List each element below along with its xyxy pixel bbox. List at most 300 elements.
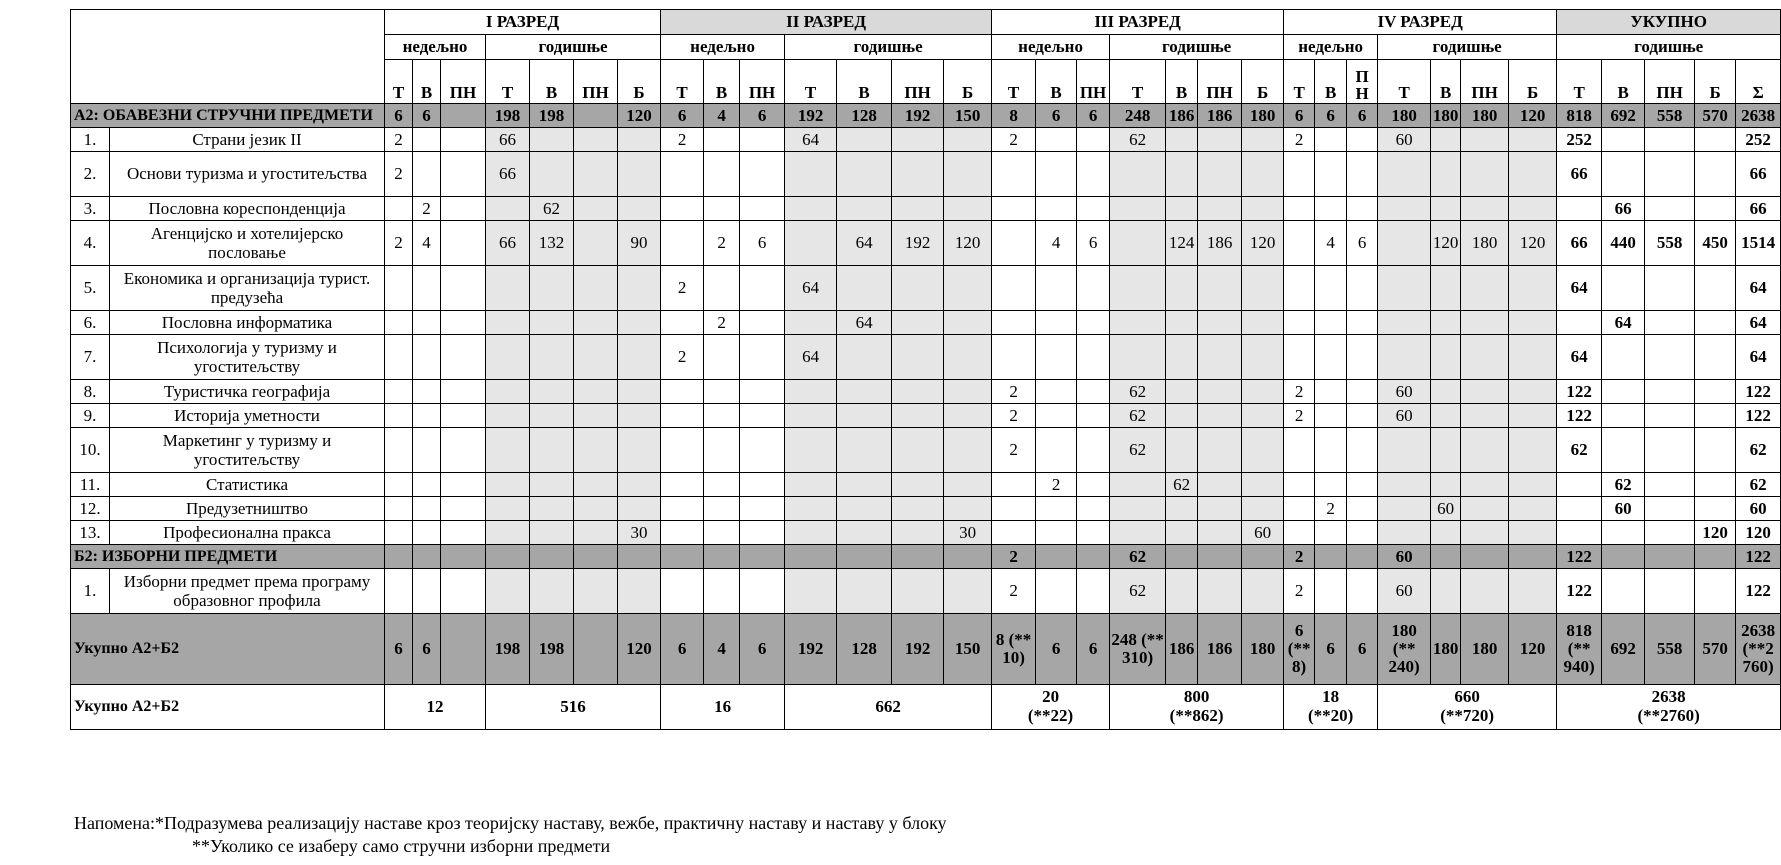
table-cell xyxy=(1166,266,1198,311)
table-cell xyxy=(740,311,785,335)
table-cell xyxy=(704,521,740,545)
table-cell: 62 xyxy=(1166,473,1198,497)
table-row xyxy=(71,335,1781,380)
table-cell xyxy=(530,380,574,404)
col-v: В xyxy=(1602,60,1645,104)
grade-3-header: III РАЗРЕД xyxy=(992,10,1284,35)
table-cell xyxy=(1378,335,1431,380)
table-cell xyxy=(618,335,661,380)
table-cell xyxy=(574,614,618,685)
table-cell xyxy=(530,128,574,152)
table-row xyxy=(71,404,1781,428)
table-cell: 180 xyxy=(1461,104,1509,128)
col-b: Б xyxy=(1695,60,1736,104)
row-number: 8. xyxy=(71,380,110,404)
table-cell xyxy=(1695,473,1736,497)
table-cell xyxy=(944,545,992,569)
table-cell xyxy=(1315,473,1347,497)
table-cell: 120 xyxy=(1431,221,1461,266)
table-cell: 186 xyxy=(1198,221,1242,266)
table-cell xyxy=(1077,128,1110,152)
table-cell xyxy=(785,521,837,545)
table-cell: 450 xyxy=(1695,221,1736,266)
table-cell: 440 xyxy=(1602,221,1645,266)
row-number: 2. xyxy=(71,152,110,197)
table-cell xyxy=(1198,545,1242,569)
table-cell xyxy=(944,569,992,614)
table-cell xyxy=(1110,473,1166,497)
table-cell xyxy=(574,545,618,569)
table-cell xyxy=(1378,428,1431,473)
row-number: 7. xyxy=(71,335,110,380)
table-cell: 662 xyxy=(785,685,992,730)
table-cell xyxy=(574,521,618,545)
table-cell xyxy=(530,473,574,497)
table-cell xyxy=(992,521,1036,545)
total-label: Укупно А2+Б2 xyxy=(71,685,385,730)
table-cell xyxy=(486,569,530,614)
table-cell xyxy=(1378,197,1431,221)
table-cell: 64 xyxy=(1557,335,1602,380)
table-cell xyxy=(1461,380,1509,404)
table-cell: 60 xyxy=(1378,569,1431,614)
table-cell xyxy=(1315,569,1347,614)
table-cell: 2638 xyxy=(1736,104,1781,128)
col-b: Б xyxy=(944,60,992,104)
table-cell: 66 xyxy=(1557,221,1602,266)
table-cell: 180 xyxy=(1431,104,1461,128)
total-label: Укупно А2+Б2 xyxy=(71,614,385,685)
table-cell: 120 xyxy=(1242,221,1284,266)
table-cell xyxy=(441,614,486,685)
col-b: Б xyxy=(618,60,661,104)
col-pn: ПН xyxy=(1198,60,1242,104)
table-cell: 60 xyxy=(1602,497,1645,521)
subject-name: Основи туризма и угоститељства xyxy=(110,152,385,197)
table-cell xyxy=(1602,569,1645,614)
table-cell xyxy=(1695,311,1736,335)
row-number: 13. xyxy=(71,521,110,545)
table-cell xyxy=(1036,569,1077,614)
table-cell: 8 (** 10) xyxy=(992,614,1036,685)
table-cell xyxy=(441,221,486,266)
table-cell: 64 xyxy=(837,221,892,266)
table-cell: 62 xyxy=(530,197,574,221)
table-cell xyxy=(1509,335,1557,380)
table-cell xyxy=(413,569,441,614)
table-cell xyxy=(413,335,441,380)
table-cell xyxy=(530,266,574,311)
section-label: Б2: ИЗБОРНИ ПРЕДМЕТИ xyxy=(71,545,385,569)
table-body xyxy=(71,104,1781,730)
table-cell xyxy=(837,380,892,404)
section-row xyxy=(71,104,1781,128)
table-cell: 128 xyxy=(837,614,892,685)
col-v: В xyxy=(1431,60,1461,104)
table-cell xyxy=(1198,311,1242,335)
table-cell: 6 xyxy=(1347,104,1378,128)
table-cell xyxy=(413,428,441,473)
table-cell xyxy=(574,152,618,197)
table-cell xyxy=(1198,197,1242,221)
table-cell: 64 xyxy=(1557,266,1602,311)
table-cell xyxy=(441,521,486,545)
table-cell xyxy=(1645,311,1695,335)
table-cell xyxy=(1198,428,1242,473)
table-cell xyxy=(530,569,574,614)
section-row xyxy=(71,545,1781,569)
row-number: 3. xyxy=(71,197,110,221)
table-cell xyxy=(1431,197,1461,221)
table-cell xyxy=(486,404,530,428)
table-cell xyxy=(992,152,1036,197)
table-cell xyxy=(892,404,944,428)
table-cell: 62 xyxy=(1602,473,1645,497)
table-cell: 62 xyxy=(1110,428,1166,473)
table-cell: 248 (** 310) xyxy=(1110,614,1166,685)
table-cell xyxy=(1077,521,1110,545)
table-cell: 2 xyxy=(704,221,740,266)
table-cell xyxy=(785,569,837,614)
table-cell xyxy=(1645,521,1695,545)
table-cell xyxy=(837,428,892,473)
table-cell: 12 xyxy=(385,685,486,730)
table-cell xyxy=(1695,335,1736,380)
table-cell xyxy=(1347,521,1378,545)
row-number: 1. xyxy=(71,569,110,614)
table-cell xyxy=(413,266,441,311)
table-cell xyxy=(1077,569,1110,614)
table-cell xyxy=(530,152,574,197)
table-cell: 120 xyxy=(1509,104,1557,128)
table-cell xyxy=(1242,266,1284,311)
table-cell xyxy=(1378,266,1431,311)
table-cell xyxy=(704,569,740,614)
table-cell xyxy=(1284,473,1315,497)
table-cell xyxy=(1110,152,1166,197)
table-cell xyxy=(1242,473,1284,497)
total-summary-row xyxy=(71,685,1781,730)
table-cell xyxy=(1645,404,1695,428)
subject-name: Туристичка географија xyxy=(110,380,385,404)
table-cell xyxy=(1166,197,1198,221)
table-cell xyxy=(574,335,618,380)
table-cell: 192 xyxy=(785,104,837,128)
table-cell xyxy=(1509,197,1557,221)
table-cell xyxy=(1602,521,1645,545)
col-v: В xyxy=(704,60,740,104)
table-cell xyxy=(441,473,486,497)
table-cell xyxy=(740,473,785,497)
table-cell xyxy=(785,473,837,497)
table-cell: 62 xyxy=(1110,380,1166,404)
table-cell xyxy=(1557,311,1602,335)
col-t: Т xyxy=(1110,60,1166,104)
subject-name: Страни језик II xyxy=(110,128,385,152)
table-cell: 2 xyxy=(992,545,1036,569)
table-cell: 180 xyxy=(1242,614,1284,685)
table-cell: 60 xyxy=(1378,404,1431,428)
table-cell: 122 xyxy=(1736,380,1781,404)
table-row xyxy=(71,497,1781,521)
table-cell xyxy=(1242,128,1284,152)
table-cell: 2 xyxy=(385,221,413,266)
table-cell: 192 xyxy=(892,614,944,685)
table-cell xyxy=(892,545,944,569)
table-cell xyxy=(1461,521,1509,545)
table-cell xyxy=(1166,569,1198,614)
table-cell xyxy=(1347,428,1378,473)
table-cell xyxy=(1695,428,1736,473)
table-cell: 18 (**20) xyxy=(1284,685,1378,730)
table-cell: 2 xyxy=(1036,473,1077,497)
table-cell: 252 xyxy=(1736,128,1781,152)
col-v: В xyxy=(837,60,892,104)
table-cell: 6 xyxy=(385,104,413,128)
table-cell xyxy=(1509,497,1557,521)
table-cell xyxy=(740,266,785,311)
curriculum-table xyxy=(70,9,1781,730)
table-cell: 186 xyxy=(1198,104,1242,128)
table-cell: 66 xyxy=(1557,152,1602,197)
table-cell xyxy=(618,497,661,521)
table-cell xyxy=(661,404,704,428)
table-cell xyxy=(1284,197,1315,221)
table-cell: 2638 (**2 760) xyxy=(1736,614,1781,685)
table-cell xyxy=(1242,569,1284,614)
table-cell xyxy=(1036,152,1077,197)
col-t: Т xyxy=(785,60,837,104)
table-cell xyxy=(1347,152,1378,197)
table-cell xyxy=(1378,473,1431,497)
table-cell xyxy=(618,128,661,152)
table-cell xyxy=(1347,335,1378,380)
table-cell xyxy=(1077,545,1110,569)
table-cell: 122 xyxy=(1557,545,1602,569)
table-cell xyxy=(1315,266,1347,311)
table-cell xyxy=(574,497,618,521)
table-cell xyxy=(785,497,837,521)
table-cell xyxy=(530,335,574,380)
table-cell: 2 xyxy=(992,569,1036,614)
table-cell xyxy=(441,497,486,521)
table-cell: 120 xyxy=(1736,521,1781,545)
table-cell xyxy=(1315,428,1347,473)
table-cell xyxy=(1602,428,1645,473)
table-cell xyxy=(892,311,944,335)
table-row xyxy=(71,311,1781,335)
table-cell xyxy=(1242,197,1284,221)
table-cell xyxy=(837,152,892,197)
table-cell xyxy=(486,266,530,311)
table-cell: 6 (** 8) xyxy=(1284,614,1315,685)
table-cell: 64 xyxy=(837,311,892,335)
table-cell xyxy=(413,473,441,497)
table-cell: 2 xyxy=(661,128,704,152)
table-cell xyxy=(740,404,785,428)
table-cell: 180 (** 240) xyxy=(1378,614,1431,685)
table-cell xyxy=(486,521,530,545)
table-cell xyxy=(1645,473,1695,497)
table-cell xyxy=(385,497,413,521)
table-cell xyxy=(1602,404,1645,428)
table-cell xyxy=(530,521,574,545)
table-cell: 20 (**22) xyxy=(992,685,1110,730)
table-cell: 66 xyxy=(1602,197,1645,221)
table-cell xyxy=(1431,335,1461,380)
table-cell: 1514 xyxy=(1736,221,1781,266)
table-cell: 180 xyxy=(1461,614,1509,685)
table-cell: 120 xyxy=(618,614,661,685)
table-cell xyxy=(385,521,413,545)
table-cell: 62 xyxy=(1110,128,1166,152)
table-cell: 120 xyxy=(1509,614,1557,685)
yearly-label: годишње xyxy=(1557,35,1781,60)
table-cell xyxy=(1645,335,1695,380)
table-cell xyxy=(618,569,661,614)
table-cell xyxy=(413,497,441,521)
table-cell: 570 xyxy=(1695,104,1736,128)
table-cell xyxy=(661,545,704,569)
table-cell xyxy=(1077,380,1110,404)
table-cell xyxy=(618,311,661,335)
table-cell: 6 xyxy=(740,614,785,685)
table-cell xyxy=(1315,197,1347,221)
table-cell: 62 xyxy=(1110,404,1166,428)
table-cell: 16 xyxy=(661,685,785,730)
table-cell xyxy=(704,152,740,197)
table-cell xyxy=(661,380,704,404)
table-cell xyxy=(944,335,992,380)
table-cell xyxy=(1198,473,1242,497)
table-cell xyxy=(1509,545,1557,569)
table-row xyxy=(71,221,1781,266)
table-cell xyxy=(1557,197,1602,221)
subject-name: Агенцијско и хотелијерско пословање xyxy=(110,221,385,266)
table-cell xyxy=(1242,428,1284,473)
table-cell xyxy=(1461,152,1509,197)
table-cell xyxy=(1557,497,1602,521)
table-cell xyxy=(441,266,486,311)
weekly-label: недељно xyxy=(1284,35,1378,60)
table-cell xyxy=(992,497,1036,521)
table-cell xyxy=(441,380,486,404)
table-cell: 2 xyxy=(385,152,413,197)
table-cell xyxy=(1461,197,1509,221)
table-cell xyxy=(740,335,785,380)
table-cell xyxy=(944,473,992,497)
subject-name: Историја уметности xyxy=(110,404,385,428)
table-cell xyxy=(1347,197,1378,221)
table-row xyxy=(71,128,1781,152)
table-cell xyxy=(1198,128,1242,152)
table-cell xyxy=(1036,266,1077,311)
table-cell xyxy=(740,569,785,614)
table-cell: 6 xyxy=(1315,104,1347,128)
table-cell xyxy=(892,128,944,152)
table-cell xyxy=(385,311,413,335)
table-cell: 2 xyxy=(992,128,1036,152)
table-cell: 800 (**862) xyxy=(1110,685,1284,730)
table-cell xyxy=(1695,569,1736,614)
table-cell xyxy=(704,545,740,569)
table-cell xyxy=(1242,311,1284,335)
table-cell xyxy=(740,152,785,197)
table-cell xyxy=(661,473,704,497)
table-cell xyxy=(486,335,530,380)
table-cell xyxy=(618,380,661,404)
table-cell xyxy=(1461,473,1509,497)
table-cell xyxy=(486,473,530,497)
table-cell: 4 xyxy=(1036,221,1077,266)
table-cell: 6 xyxy=(661,614,704,685)
table-cell xyxy=(1378,152,1431,197)
row-number: 9. xyxy=(71,404,110,428)
table-cell xyxy=(1431,545,1461,569)
table-cell xyxy=(892,473,944,497)
subject-name: Изборни предмет према програму образовног профила xyxy=(110,569,385,614)
table-cell xyxy=(618,545,661,569)
yearly-label: годишње xyxy=(785,35,992,60)
table-cell xyxy=(413,311,441,335)
table-cell: 6 xyxy=(413,104,441,128)
row-number: 10. xyxy=(71,428,110,473)
table-cell xyxy=(1509,266,1557,311)
table-cell xyxy=(441,311,486,335)
table-cell xyxy=(1166,545,1198,569)
table-cell: 4 xyxy=(704,614,740,685)
table-cell xyxy=(413,545,441,569)
table-cell: 4 xyxy=(1315,221,1347,266)
table-cell xyxy=(1198,521,1242,545)
section-label: А2: ОБАВЕЗНИ СТРУЧНИ ПРЕДМЕТИ xyxy=(71,104,385,128)
table-row xyxy=(71,380,1781,404)
table-cell: 6 xyxy=(1036,614,1077,685)
table-cell: 180 xyxy=(1378,104,1431,128)
table-cell xyxy=(1509,311,1557,335)
table-cell xyxy=(574,221,618,266)
table-cell xyxy=(1347,404,1378,428)
table-cell xyxy=(1347,128,1378,152)
weekly-label: недељно xyxy=(992,35,1110,60)
table-cell: 30 xyxy=(944,521,992,545)
table-row xyxy=(71,197,1781,221)
table-cell xyxy=(441,197,486,221)
table-cell xyxy=(1695,380,1736,404)
table-cell xyxy=(385,197,413,221)
table-cell xyxy=(1036,521,1077,545)
table-cell xyxy=(1315,545,1347,569)
table-cell xyxy=(1347,545,1378,569)
table-cell xyxy=(1602,128,1645,152)
table-cell xyxy=(992,335,1036,380)
table-cell: 6 xyxy=(413,614,441,685)
table-cell: 252 xyxy=(1557,128,1602,152)
table-cell xyxy=(785,197,837,221)
table-cell xyxy=(1284,266,1315,311)
table-cell xyxy=(574,197,618,221)
table-cell xyxy=(385,545,413,569)
table-cell xyxy=(837,128,892,152)
table-cell xyxy=(740,428,785,473)
table-cell xyxy=(385,266,413,311)
col-t: Т xyxy=(486,60,530,104)
table-cell xyxy=(486,311,530,335)
table-cell: 2 xyxy=(385,128,413,152)
table-cell xyxy=(944,380,992,404)
table-cell: 6 xyxy=(1347,221,1378,266)
table-cell xyxy=(704,473,740,497)
